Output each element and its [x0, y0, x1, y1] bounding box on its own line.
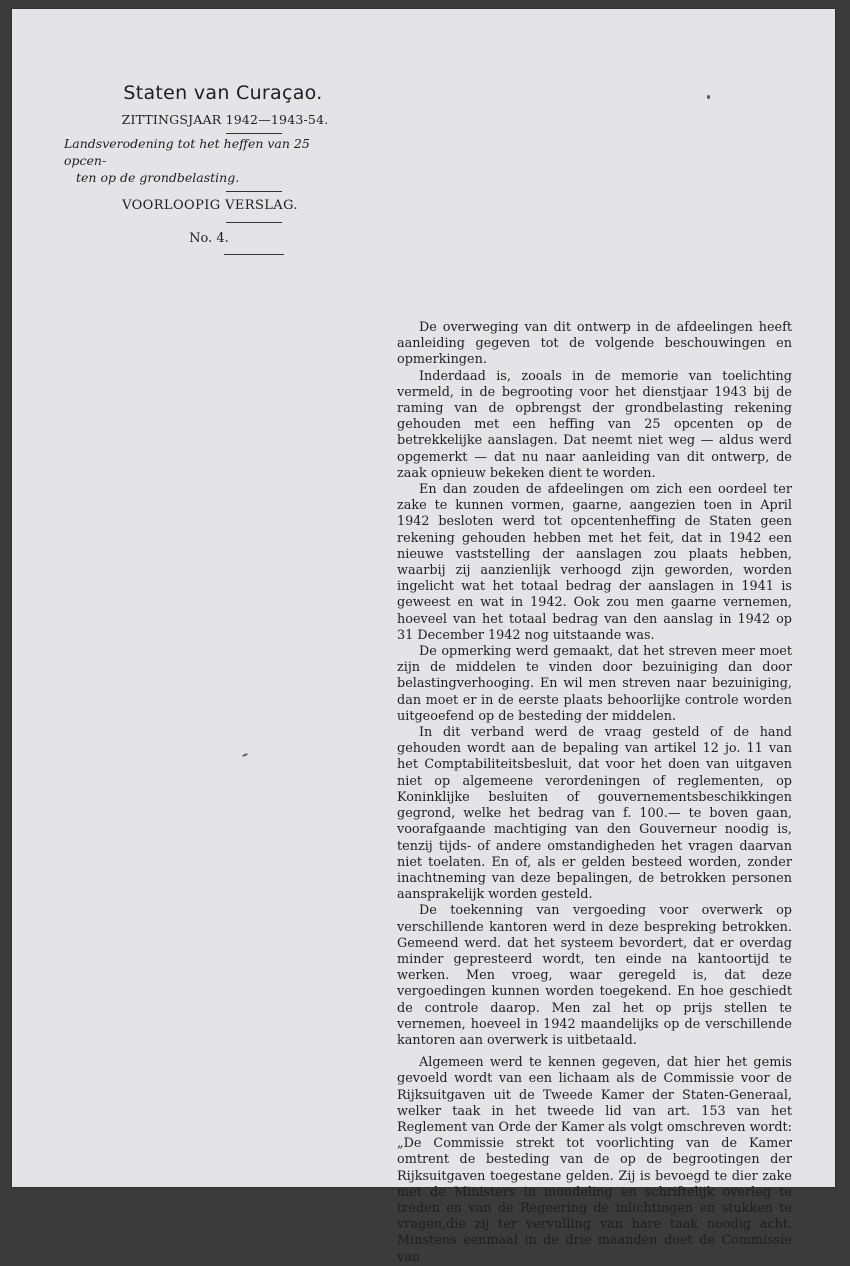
divider: [226, 133, 282, 134]
document-title: Staten van Curaçao.: [123, 82, 323, 104]
divider: [226, 191, 282, 192]
document-header: [60, 82, 350, 255]
subject-line-1: Landsverodening tot het heffen van 25 opcen-: [64, 136, 310, 168]
paragraph: En dan zouden de afdeelingen om zich een oordeel ter zake te kunnen vormen, gaarne, aangezien toen in April 1942 besloten werd tot opcentenheffing de Staten geen rekening gehouden hebben met het feit, dat in 1942 een nieuwe vaststelling der aanslagen zou plaats hebben, waarbij zij aanzienlijk verhoogd zijn geworden, worden ingelicht wat het totaal bedrag der aanslagen in 1941 is geweest en wat in 1942. Ook zou men gaarne vernemen, hoeveel van het totaal bedrag van den aanslag in 1942 op 31 December 1942 nog uitstaande was.: [397, 482, 792, 643]
paragraph: De opmerking werd gemaakt, dat het streven meer moet zijn de middelen te vinden door bezuiniging dan door belastingverhooging. En wil men streven naar bezuiniging, dan moet er in de eerste plaats behoorlijke controle worden uitgeoefend op de besteding der middelen.: [397, 644, 792, 724]
session-year: ZITTINGSJAAR 1942—1943-54.: [121, 112, 329, 127]
paragraph: De overweging van dit ontwerp in de afdeelingen heeft aanleiding gegeven tot de volgende beschouwingen en opmerkingen.: [397, 320, 792, 368]
divider: [224, 254, 284, 255]
divider: [226, 222, 282, 223]
paragraph: Inderdaad is, zooals in de memorie van toelichting vermeld, in de begrooting voor het dienstjaar 1943 bij de raming van de opbrengst der grondbelasting rekening gehouden met een heffing van 25 opcenten op de betrekkelijke aanslagen. Dat neemt niet weg — aldus werd opgemerkt — dat nu naar aanleiding van dit ontwerp, de zaak opnieuw bekeken dient te worden.: [397, 368, 792, 481]
subject-line-2: ten op de grondbelasting.: [76, 170, 240, 185]
paper-speck: [242, 753, 248, 757]
paragraph: De toekenning van vergoeding voor overwerk op verschillende kantoren werd in deze bespreking betrokken. Gemeend werd. dat het systeem bevordert, dat er overdag minder gepresteerd wordt, ten einde na kantoortijd te werken. Men vroeg, waar geregeld is, dat deze vergoedingen kunnen worden toegekend. En hoe geschiedt de controle daarop. Men zal het op prijs stellen te vernemen, hoeveel in 1942 maandelijks op de verschillende kantoren aan overwerk is uitbetaald.: [397, 903, 792, 1048]
paragraph: In dit verband werd de vraag gesteld of de hand gehouden wordt aan de bepaling van artikel 12 jo. 11 van het Comptabiliteitsbesluit, dat voor het doen van uitgaven niet op algemeene verordeningen of reglementen, op Koninklijke besluiten of gouvernementsbeschikkingen gegrond, welke het bedrag van f. 100.— te boven gaan, voorafgaande machtiging van den Gouverneur noodig is, tenzij tijds- of andere omstandigheden het vragen daarvan niet toelaten. En of, als er gelden besteed worden, zonder inachtneming van deze bepalingen, de betrokken personen aansprakelijk worden gesteld.: [397, 725, 792, 903]
document-number: No. 4.: [189, 231, 229, 246]
subject: [60, 135, 350, 186]
body-text: [397, 320, 792, 1266]
paper-speck: [707, 95, 710, 99]
paragraph: Algemeen werd te kennen gegeven, dat hier het gemis gevoeld wordt van een lichaam als de Commissie voor de Rijksuitgaven uit de Tweede Kamer der Staten-Generaal, welker taak in het tweede lid van art. 153 van het Reglement van Orde der Kamer als volgt omschreven wordt: „De Commissie strekt tot voorlichting van de Kamer omtrent de besteding van de op de begrootingen der Rijksuitgaven toegestane gelden. Zij is bevoegd te dier zake met de Ministers in mondeling en schriftelijk overleg te treden en van de Regeering de inlichtingen en stukken te vragen,die zij ter vervulling van hare taak noodig acht. Minstens eenmaal in de drie maanden doet de Commissie van: [397, 1055, 792, 1265]
report-heading: VOORLOOPIG VERSLAG.: [122, 198, 298, 213]
document-page: [12, 9, 835, 1265]
